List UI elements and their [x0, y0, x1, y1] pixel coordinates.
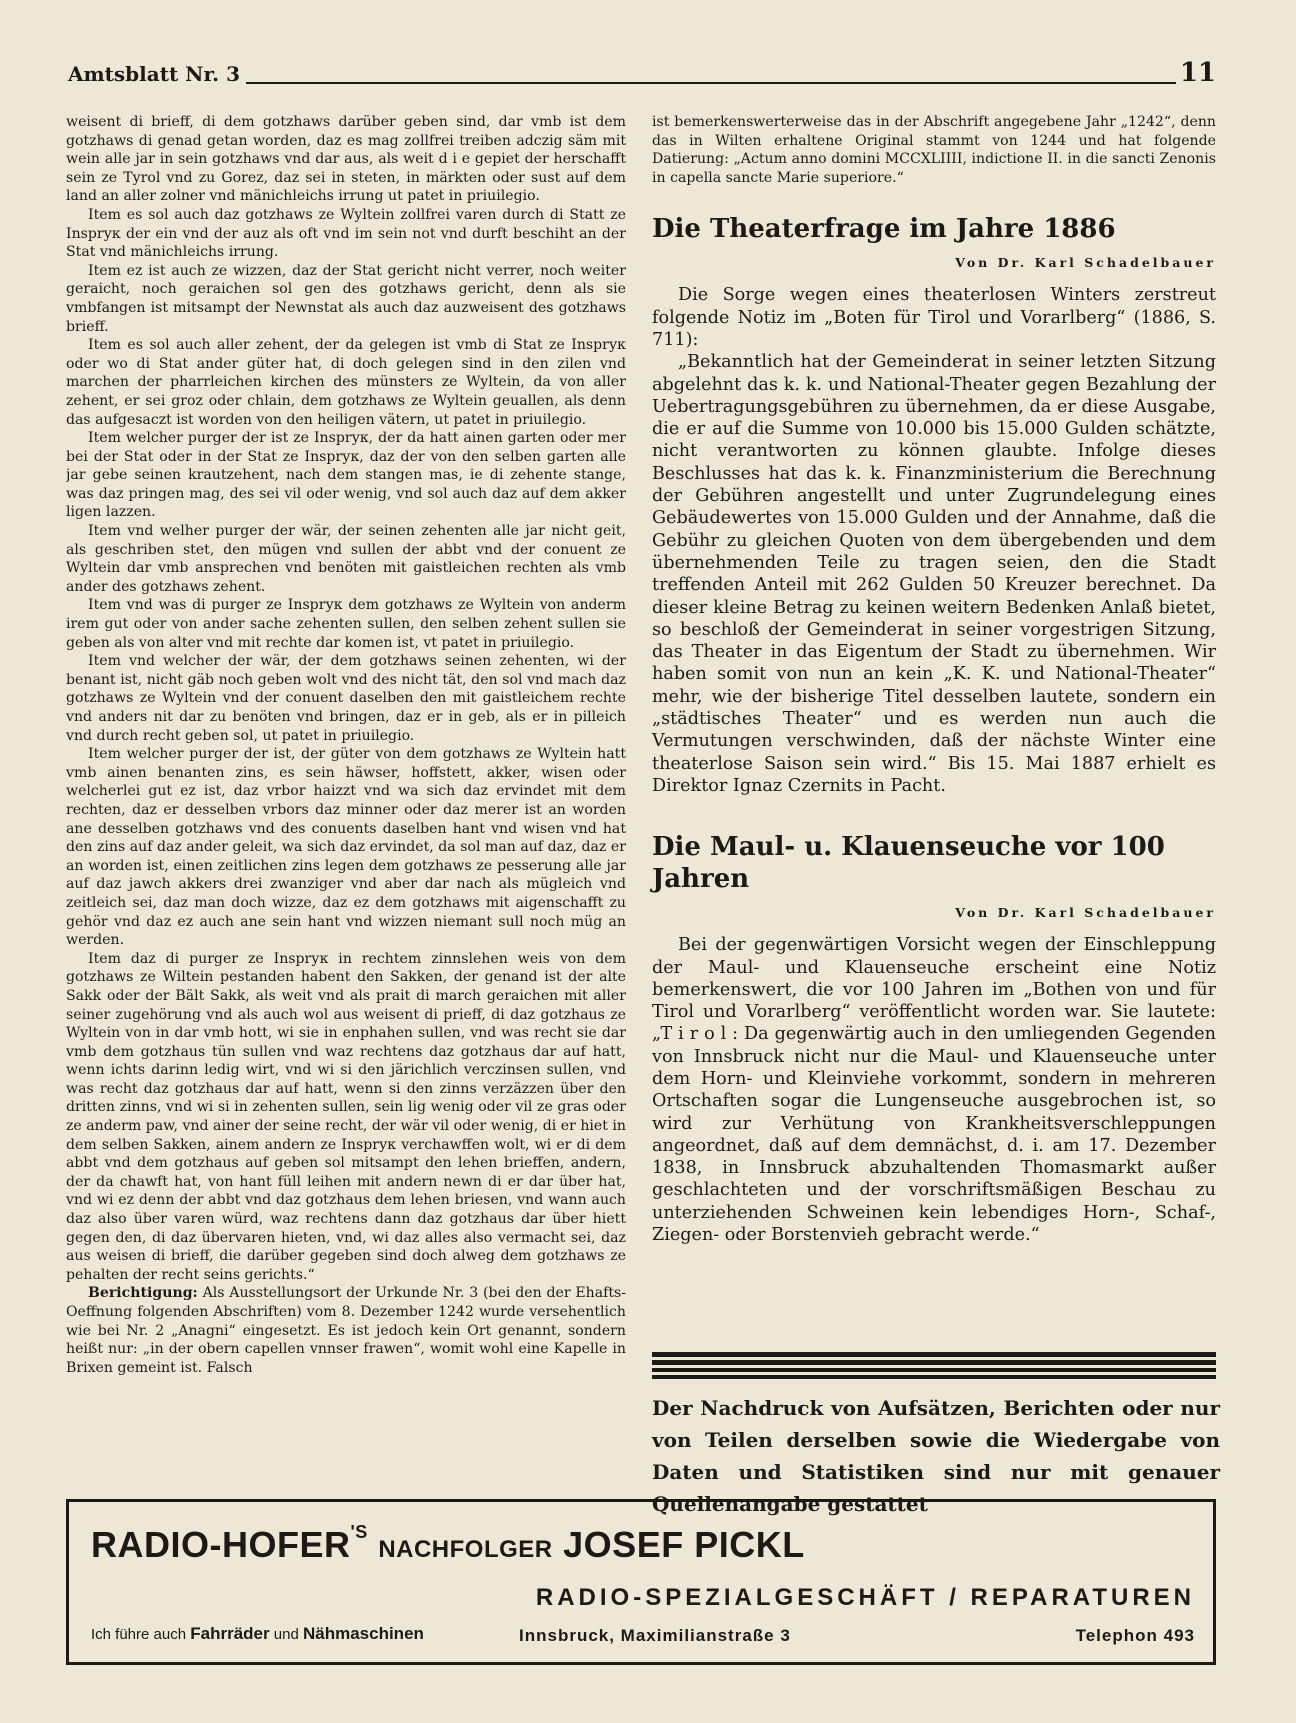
left-paragraph: Item daz di purger ze Insprук in rechtem zinnslehen weis von dem gotzhaws ze Wiltein pestanden habent den Sakken, der genand ist der alte Sakk oder der Bält Sakk, als weit vnd als prait di march geraichen mit aller seiner zugehörung vnd als auch wol aus weisent di prieff, di daz gotzhaus ze Wyltein von in dar vmb hott, wi sie in enphahen sullen, vnd was recht sie dar vmb dem gotzhaus tün sullen vnd waz rechtens daz gotzhaus dar auf hatt, wenn ichts darinn ledig wirt, vnd wi si den järichlich verczinsen sullen, vnd was recht daz gotzhaus dar auf hatt, wenn si den zinns verzäzzen über den dritten zinns, vnd wi si in zehenten sullen, sein lig wenig oder vil ze gras oder ze anderm paw, vnd ainer der seine recht, der wär vil oder wenig, di er hiet in dem selben Sakken, ainem andern ze Insprук verchawffen wolt, wi er di dem abbt vnd dem gotzhaus auf geben sol mitsampt den lehen brieffen, andern, der da chawft hat, von hant füll leihen mit andern newn di er dar über hat, vnd wi ez denn der abbt vnd daz gotzhaus dem lehen briesen, vnd wann auch daz also über varen würd, waz rechtens dann daz gotzhaus dar über hiett gegen den, di daz übervaren hieten, vnd, wi daz alles also vermacht sei, daz aus weisen di brieff, die darüber gegeben sind doch alweg dem gotzhaws ze pehalten der recht seins gerichts.“ — [66, 950, 626, 1283]
left-paragraph: Item es sol auch aller zehent, der da gelegen ist vmb di Stat ze Insprук oder wo di Stat ander güter hat, di doch gelegen sind in den zilen vnd marchen der pharrleichen kirchen des münsters ze Wyltein, da von aller zehent, er sei groz oder chlain, dem gotzhaws ze Wyltein geuallen, als denn das aufgesaczt ist worden von den heiligen vätern, ut patet in priuilegio. — [66, 337, 626, 428]
bar — [652, 1352, 1216, 1357]
ad-extra-item1: Fahrräder — [190, 1624, 270, 1643]
article-paragraph: Die Sorge wegen eines theaterlosen Winters zerstreut folgende Notiz im „Boten für Tirol und Vorarlberg“ (1886, S. 711): — [652, 285, 1216, 350]
ad-owner: JOSEF PICKL — [563, 1524, 805, 1565]
ad-address: Innsbruck, Maximilianstraße 3 — [519, 1626, 791, 1645]
ad-extra — [91, 1624, 424, 1644]
article-title-seuche: Die Maul- u. Klauenseuche vor 100 Jahren — [652, 832, 1165, 895]
running-header — [68, 58, 1216, 90]
bar — [652, 1375, 1216, 1379]
continuation-text: ist bemerkenswerterweise das in der Abschrift angegebene Jahr „1242“, denn das in Wilten erhaltene Original stammt von 1244 und hat folgende Datierung: „Actum anno domini MCCXLIIII, indictione II. in die sancti Zenonis in capella sancte Marie superiore.“ — [652, 114, 1216, 186]
ad-name-suffix: 'S — [350, 1522, 368, 1542]
article-paragraph: „Bekanntlich hat der Gemeinderat in seiner letzten Sitzung abgelehnt das k. k. und National-Theater gegen Bezahlung der Uebertragungsgebühren zu übernehmen, da er diese Ausgabe, die er auf die Summe von 10.000 bis 15.000 Gulden schätzte, nicht verantworten zu können glaubte. Infolge dieses Beschlusses hat das k. k. Finanzministerium die Berechnung der Gebühren angestellt und unter Zugrundelegung eines Gebäudewertes von 15.000 Gulden und der Annahme, daß die Gebühr zu gleichen Quoten von dem übergebenden und dem übernehmenden Teile zu tragen seien, den die Stadt treffenden Anteil mit 262 Gulden 50 Kreuzer berechnet. Da dieser kleine Betrag zu keinen weitern Bedenken Anlaß bietet, so beschloß der Gemeinderat in seiner vorgestrigen Sitzung, das Theater in das Eigentum der Stadt zu übernehmen. Wir haben somit von nun an kein „K. K. und National-Theater“ mehr, wie der bisherige Titel desselben lautete, sondern ein „städtisches Theater“ und es werden nun auch die Vermutungen verschwinden, daß der nächste Winter eine theaterlose Saison sein wird.“ Bis 15. Mai 1887 erhielt es Direktor Ignaz Czernits in Pacht. — [652, 352, 1216, 796]
article-title-theater: Die Theaterfrage im Jahre 1886 — [652, 214, 1116, 245]
ad-middle: NACHFOLGER — [378, 1536, 553, 1563]
left-paragraph: Item welcher purger der ist ze Insprук, der da hatt ainen garten oder mer bei der Stat oder in der Stat ze Insprук, daz der von den selben garten alle jar gebe seinen krautzehent, nach dem stangen mas, ie di zehente stange, was daz pringen mag, des sei vil oder wenig, vnd sol auch daz auf dem akker ligen lazzen. — [66, 430, 626, 521]
article-byline-theater: Von Dr. Karl Schadelbauer — [955, 255, 1216, 271]
left-paragraph: weisent di brieff, di dem gotzhaws darüber geben sind, dar vmb ist dem gotzhaws di genad getan worden, daz es mag zollfrei treiben adczig säm mit wein alle jar in sein gotzhaws vnd dar aus, als weit d i e gepiet der herschafft sein ze Tyrol vnd zu Gorez, daz sei in steten, in märkten oder sust auf dem land an aller zolner vnd mänichleichs irrung ut patet in priuilegio. — [66, 114, 626, 205]
ad-extra-item2: Nähmaschinen — [302, 1624, 424, 1643]
ad-name: RADIO-HOFER — [91, 1524, 351, 1565]
decorative-bars — [652, 1352, 1216, 1382]
header-title: Amtsblatt Nr. 3 — [68, 62, 246, 86]
bar — [652, 1368, 1216, 1372]
left-paragraph: Item vnd welcher der wär, der dem gotzhaws seinen zehenten, wi der benant ist, nicht gäb noch geben wolt vnd des nicht tät, den sol vnd mach daz gotzhaws ze Wyltein vnd der conuent daselben den mit gaistleichem rechte vnd anders nit dar zu benöten vnd bringen, daz er in geb, als er in pilleich vnd durch recht geben sol, ut patet in priuilegio. — [66, 653, 626, 744]
ad-subtitle: RADIO-SPEZIALGESCHÄFT / REPARATUREN — [535, 1584, 1195, 1611]
article-byline-seuche: Von Dr. Karl Schadelbauer — [955, 905, 1216, 921]
ad-extra-und: und — [273, 1626, 299, 1643]
left-paragraph: Item ez ist auch ze wizzen, daz der Stat gericht nicht verrer, noch weiter geraicht, noch geraichen sol gen des gotzhaws gericht, denn als sie vmbfangen ist mitsampt der Newnstat als auch daz auzweisent des gotzhaws brieff. — [66, 262, 626, 335]
bar — [652, 1360, 1216, 1365]
correction-text: Als Ausstellungsort der Urkunde Nr. 3 (bei den der Ehafts-Oeffnung folgenden Abschriften) vom 8. Dezember 1242 wurde versehentlich wie bei Nr. 2 „Anagni“ eingesetzt. Es ist jedoch kein Ort genannt, sondern heißt nur: „in der obern capellen vnnser frawen“, womit wohl eine Kapelle in Brixen gemeint ist. Falsch — [66, 1285, 626, 1376]
left-paragraph: Item es sol auch daz gotzhaws ze Wyltein zollfrei varen durch di Statt ze Insprук der ein vnd der auz als oft vnd im sein not vnd durft beschiht an der Stat vnd mänichleichs irrung. — [66, 206, 626, 261]
left-paragraph: Item welcher purger der ist, der güter von dem gotzhaws ze Wyltein hatt vmb ainen benanten zins, es sein häwser, hoffstett, akker, wisen oder welcherlei gut ez ist, daz vrbor haizzt vnd wa sich daz ervindet mit dem rechten, daz er desselben vrbors daz minner oder daz merer ist an worden ane desselben gotzhaws vnd des conuents daselben hant vnd wisen vnd hat den zins auf daz ander geleit, wa sich daz ervindet, da sol man auf daz, daz er an worden ist, einen zeitlichen zins legen dem gotzhaws ze pesserung alle jar auf daz jawch akkers drei zwanziger vnd aber dar nach als mügleich vnd zeitleich sei, daz man doch wizze, daz ez dem gotzhaws mit aigenschafft zu gehör vnd daz ez auch ane sein hant vnd wizzen niemant sull noch müg an werden. — [66, 746, 626, 949]
reprint-notice: Der Nachdruck von Aufsätzen, Berichten oder nur von Teilen derselben sowie die Wiedergabe von Daten und Statistiken sind nur mit genauer Quellenangabe gestattet — [652, 1396, 1220, 1516]
correction-paragraph — [66, 1284, 626, 1377]
advertisement-box — [66, 1499, 1216, 1665]
ad-phone: Telephon 493 — [1075, 1626, 1195, 1645]
article-paragraph: Bei der gegenwärtigen Vorsicht wegen der Einschleppung der Maul- und Klauenseuche erscheint eine Notiz bemerkenswert, die vor 100 Jahren im „Bothen von und für Tirol und Vorarlberg“ veröffentlicht worden war. Sie lautete: „T i r o l : Da gegenwärtig auch in den umliegenden Gegenden von Innsbruck nicht nur die Maul- und Klauenseuche unter dem Horn- und Kleinviehe vorkommt, sondern in mehreren Ortschaften sogar die Lungenseuche ausgebrochen ist, so wird zur Verhütung von Krankheitsverschleppungen angeordnet, daß auf dem demnächst, d. i. am 17. Dezember 1838, in Innsbruck abzuhaltenden Thomasmarkt außer geschlachteten und der vorschriftsmäßigen Beschau zu unterziehenden Schweinen kein lebendiges Horn-, Schaf-, Ziegen- oder Borstenvieh gebracht werde.“ — [652, 935, 1216, 1246]
correction-label: Berichtigung: — [88, 1285, 198, 1302]
ad-extra-prefix: Ich führe auch — [91, 1626, 187, 1643]
left-column — [66, 113, 626, 1485]
left-paragraph: Item vnd was di purger ze Insprук dem gotzhaws ze Wyltein von anderm irem gut oder von ander sache zehenten sullen, den selben zehent sullen sie geben als von alter vnd mit rechte dar komen ist, vt patet in priuilegio. — [66, 597, 626, 651]
left-paragraph: Item vnd welher purger der wär, der seinen zehenten alle jar nicht geit, als geschriben stet, den mügen vnd sullen der abbt vnd der conuent ze Wyltein dar vmb ansprechen vnd benöten mit gaistleichen rechten als vmb ander des gotzhaws zehent. — [66, 523, 626, 595]
ad-headline — [91, 1524, 805, 1566]
page-number: 11 — [1179, 58, 1216, 88]
